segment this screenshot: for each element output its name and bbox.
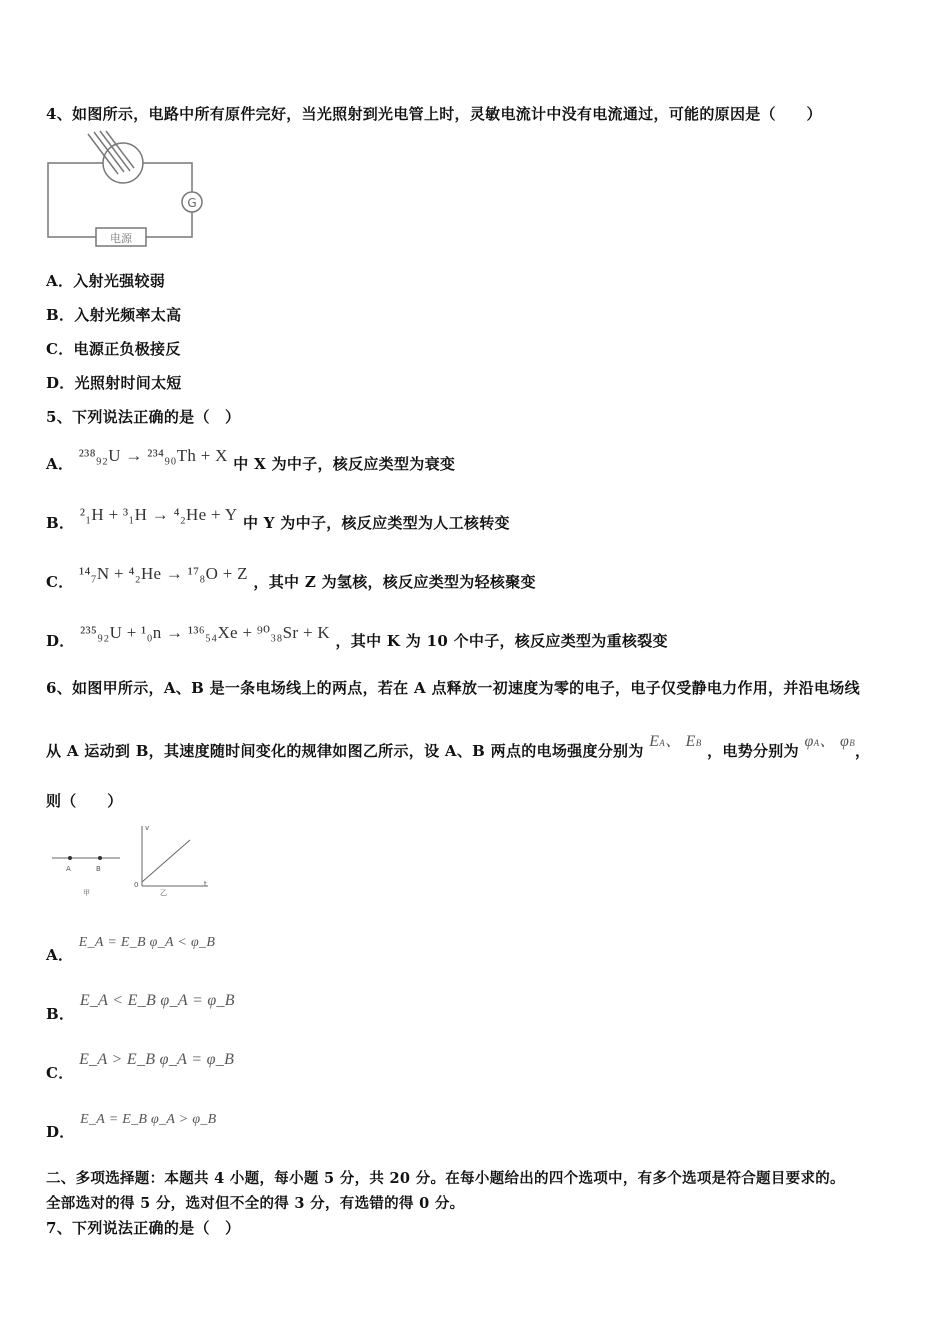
point-b (98, 856, 102, 860)
meter-label: G (187, 196, 197, 210)
label-v: v (145, 824, 150, 832)
q5-c-equation: ¹⁴₇N + ⁴₂He → ¹⁷₈O + Z (79, 564, 248, 583)
q7-stem: 7、下列说法正确的是（ ） (46, 1219, 241, 1237)
q6-stem-line3: 则（ ） (46, 792, 123, 810)
velocity-line (142, 840, 190, 882)
label-jia: 甲 (83, 889, 90, 897)
q6-stem-line2: 从 A 运动到 B，其速度随时间变化的规律如图乙所示，设 A、B 两点的电场强度分别为 EA、 EB ，电势分别为 φA、 φB， (46, 733, 871, 760)
q6-stem-line1: 6、如图甲所示，A、B 是一条电场线上的两点，若在 A 点释放一初速度为零的电子，电子仅受静电力作用，并沿电场线 (46, 679, 860, 697)
q4-option-c: C．电源正负极接反 (46, 340, 181, 358)
q4-circuit-figure (44, 130, 214, 250)
q4-option-d: D．光照射时间太短 (46, 374, 182, 392)
label-a: A (66, 865, 71, 873)
q6-a-math: E_A = E_B φ_A < φ_B (78, 935, 216, 950)
label-yi: 乙 (160, 889, 167, 897)
q6-option-b: B． E_A < E_B φ_A = φ_B (46, 992, 235, 1023)
field-symbols: EA、 EB (649, 733, 702, 750)
q6-d-math: E_A = E_B φ_A > φ_B (80, 1112, 217, 1127)
label-b: B (96, 865, 101, 873)
point-a (68, 856, 72, 860)
q6-option-d: D． E_A = E_B φ_A > φ_B (46, 1112, 217, 1141)
q6-b-math: E_A < E_B φ_A = φ_B (79, 992, 235, 1009)
q5-d-equation: ²³⁵₉₂U + ¹₀n → ¹³⁶₅₄Xe + ⁹⁰₃₈Sr + K (80, 623, 330, 642)
q6-figure (48, 820, 218, 902)
q4-option-b: B．入射光频率太高 (46, 306, 182, 324)
label-t: t (204, 880, 207, 888)
section2-line2: 全部选对的得 5 分，选对但不全的得 3 分，有选错的得 0 分。 (46, 1195, 465, 1212)
label-origin: 0 (134, 881, 139, 889)
q5-stem: 5、下列说法正确的是（ ） (46, 408, 241, 426)
q5-option-b: B． ²₁H + ³₁H → ⁴₂He + Y 中 Y 为中子，核反应类型为人工核转变 (46, 505, 510, 532)
potential-symbols: φA、 φB (804, 733, 855, 750)
q6-option-c: C． E_A > E_B φ_A = φ_B (46, 1051, 235, 1082)
power-label: 电源 (110, 232, 132, 245)
section2-line1: 二、多项选择题：本题共 4 小题，每小题 5 分，共 20 分。在每小题给出的四个选项中，有多个选项是符合题目要求的。 (46, 1170, 845, 1187)
q6-c-math: E_A > E_B φ_A = φ_B (79, 1051, 235, 1068)
q5-option-d: D． ²³⁵₉₂U + ¹₀n → ¹³⁶₅₄Xe + ⁹⁰₃₈Sr + K ，其中 K 为 10 个中子，核反应类型为重核裂变 (46, 623, 668, 650)
q5-option-a: A． ²³⁸₉₂U → ²³⁴₉₀Th + X 中 X 为中子，核反应类型为衰变 (46, 446, 456, 473)
q5-a-equation: ²³⁸₉₂U → ²³⁴₉₀Th + X (78, 446, 228, 465)
q5-b-equation: ²₁H + ³₁H → ⁴₂He + Y (79, 505, 238, 524)
q4-option-a: A．入射光强较弱 (46, 272, 166, 290)
q4-stem: 4、如图所示，电路中所有原件完好，当光照射到光电管上时，灵敏电流计中没有电流通过，可能的原因是（ ） (46, 105, 822, 123)
q6-option-a: A． E_A = E_B φ_A < φ_B (46, 935, 216, 964)
q5-option-c: C． ¹⁴₇N + ⁴₂He → ¹⁷₈O + Z ，其中 Z 为氢核，核反应类型为轻核聚变 (46, 564, 536, 591)
